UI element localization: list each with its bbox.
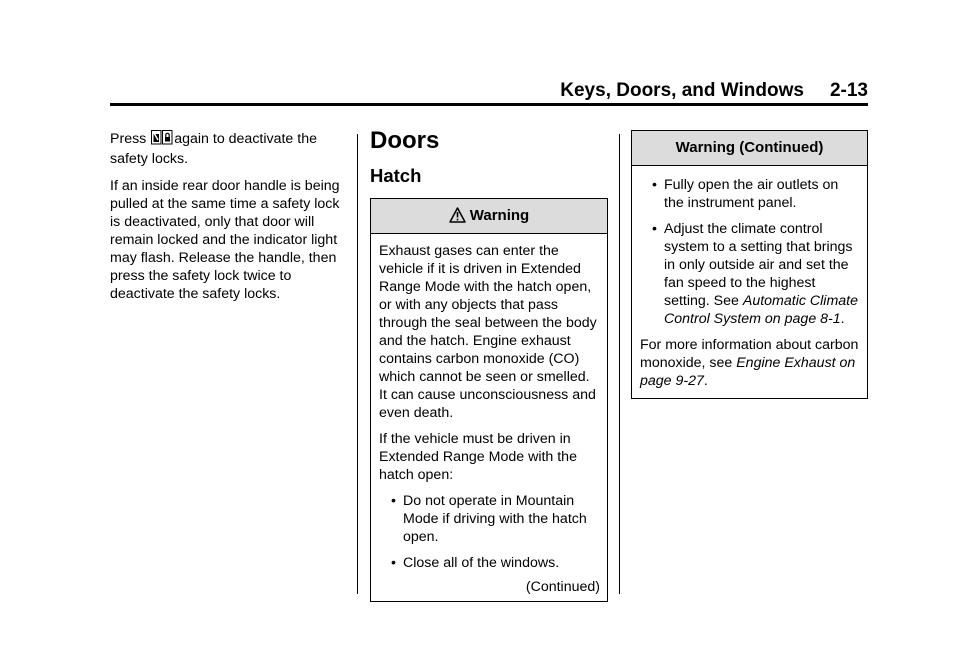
list-item: • Do not operate in Mountain Mode if driving with the hatch open. (403, 492, 600, 546)
continued-label: (Continued) (525, 579, 600, 595)
page-header (110, 80, 868, 102)
warning-header: Warning (Continued) (632, 131, 867, 166)
header-title: Keys, Doors, and Windows (560, 80, 804, 101)
paragraph-more-info: For more information about carbon monoxide, see Engine Exhaust on page 9-27. (640, 337, 859, 389)
subsection-heading-hatch: Hatch (370, 165, 422, 186)
header-rule (110, 103, 868, 106)
paragraph-deactivate: Press again to deactivate the safety locks. (110, 131, 317, 167)
cross-reference: Engine Exhaust on page 9-27 (640, 355, 856, 389)
warning-box (370, 198, 608, 602)
warning-title: Warning (469, 207, 530, 224)
column-divider (357, 134, 358, 594)
warning-paragraph-exhaust: Exhaust gases can enter the vehicle if it is driven in Extended Range Mode with the hatch open, or with any objects that pass through the seal between the body and the hatch. Engine exhaust contains carbon monoxide (CO) which cannot be seen or smelled. It can cause unconsciousness and even death. (379, 243, 597, 421)
section-heading-doors: Doors (370, 127, 440, 154)
list-item: • Close all of the windows. (403, 554, 600, 572)
safety-lock-icon (151, 130, 173, 150)
warning-triangle-icon (449, 207, 466, 223)
column-1 (110, 130, 346, 312)
page-number: 2-13 (829, 80, 868, 101)
list-item: • Adjust the climate control system to a setting that brings in only outside air and set the fan speed to the highest setting. See Automatic Climate Control System on page 8-1. (664, 220, 860, 328)
warning-body (632, 166, 867, 398)
warning-bullets (640, 176, 860, 328)
warning-header (371, 199, 607, 234)
list-item: • Fully open the air outlets on the instrument panel. (664, 176, 860, 212)
warning-bullets (379, 492, 600, 572)
warning-body (371, 234, 607, 601)
warning-box-continued (631, 130, 868, 399)
cross-reference: Automatic Climate Control System on page 8-1 (664, 293, 858, 327)
warning-paragraph-if-driven: If the vehicle must be driven in Extended Range Mode with the hatch open: (379, 431, 577, 483)
column-3 (631, 130, 868, 399)
paragraph-inside-handle: If an inside rear door handle is being pulled at the same time a safety lock is deactivated, only that door will remain locked and the indicator light may flash. Release the handle, then press the safety lock twice to deactivate the safety locks. (110, 178, 340, 302)
column-divider (619, 134, 620, 594)
column-2 (370, 126, 608, 602)
